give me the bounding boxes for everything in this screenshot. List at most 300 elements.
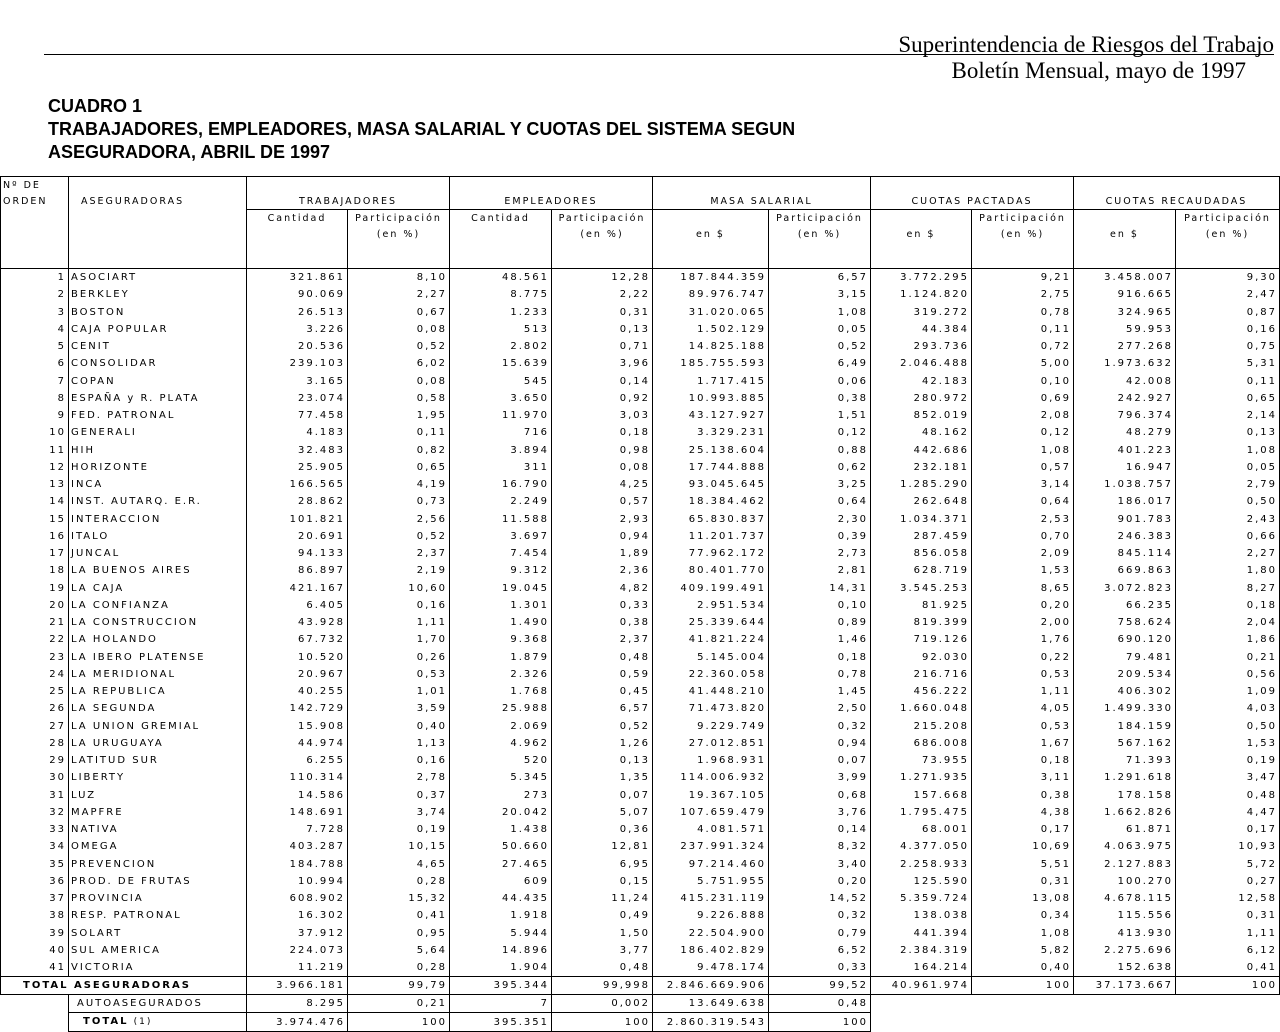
table-row: [1, 338, 1280, 355]
cuotas-recaudadas: 3.458.007: [1074, 269, 1176, 287]
empl-participacion: 0,07: [552, 787, 653, 804]
masa-salarial: 80.401.770: [653, 562, 769, 579]
insurer-name: MAPFRE: [69, 804, 247, 821]
order-number: 10: [1, 424, 69, 441]
order-number: 7: [1, 373, 69, 390]
trab-participacion: 4,19: [348, 476, 450, 493]
masa-participacion: 0,20: [769, 873, 871, 890]
insurer-name: LUZ: [69, 787, 247, 804]
trab-participacion: 15,32: [348, 890, 450, 907]
pactadas-participacion: 5,82: [972, 942, 1074, 959]
total-aseg-trab: 3.966.181: [247, 977, 348, 995]
empl-part-header: Participación: [552, 210, 653, 227]
recaudadas-participacion: 8,27: [1176, 580, 1280, 597]
pactadas-participacion: 0,22: [972, 649, 1074, 666]
insurer-name: LA SEGUNDA: [69, 700, 247, 717]
trab-cantidad-header: Cantidad: [247, 210, 348, 227]
empl-cantidad: 2.326: [450, 666, 552, 683]
trab-cantidad: 608.902: [247, 890, 348, 907]
col-aseguradoras: ASEGURADORAS: [69, 193, 247, 210]
table-row: [1, 407, 1280, 424]
insurer-name: LA UNION GREMIAL: [69, 718, 247, 735]
pactadas-participacion: 0,40: [972, 959, 1074, 977]
cuotas-pactadas: 73.955: [871, 752, 972, 769]
table-row: [1, 959, 1280, 977]
col-cuotas-pactadas: CUOTAS PACTADAS: [871, 193, 1074, 210]
auto-masa-pct: 0,48: [769, 995, 871, 1013]
total-aseg-rec: 37.173.667: [1074, 977, 1176, 995]
recaudadas-participacion: 10,93: [1176, 838, 1280, 855]
recaudadas-participacion: 1,80: [1176, 562, 1280, 579]
cuotas-recaudadas: 3.072.823: [1074, 580, 1176, 597]
table-row: [1, 321, 1280, 338]
trab-participacion: 1,95: [348, 407, 450, 424]
masa-participacion: 0,32: [769, 907, 871, 924]
empl-participacion: 0,49: [552, 907, 653, 924]
pactadas-participacion: 0,12: [972, 424, 1074, 441]
trab-cantidad: 3.226: [247, 321, 348, 338]
trab-cantidad: 20.967: [247, 666, 348, 683]
empl-participacion: 0,18: [552, 424, 653, 441]
order-number: 23: [1, 649, 69, 666]
order-number: 22: [1, 631, 69, 648]
insurer-name: FED. PATRONAL: [69, 407, 247, 424]
empl-cantidad: 8.775: [450, 286, 552, 303]
masa-participacion: 0,78: [769, 666, 871, 683]
cuotas-recaudadas: 48.279: [1074, 424, 1176, 441]
trab-cantidad: 77.458: [247, 407, 348, 424]
masa-salarial: 1.502.129: [653, 321, 769, 338]
masa-participacion: 2,73: [769, 545, 871, 562]
recaudadas-participacion: 0,65: [1176, 390, 1280, 407]
empl-participacion: 4,25: [552, 476, 653, 493]
pactadas-participacion: 3,14: [972, 476, 1074, 493]
table-row: [1, 718, 1280, 735]
total-aseg-empl: 395.344: [450, 977, 552, 995]
insurer-name: LA HOLANDO: [69, 631, 247, 648]
cuotas-recaudadas: 406.302: [1074, 683, 1176, 700]
cuotas-recaudadas: 1.038.757: [1074, 476, 1176, 493]
masa-participacion: 3,99: [769, 769, 871, 786]
recaudadas-participacion: 0,27: [1176, 873, 1280, 890]
order-number: 21: [1, 614, 69, 631]
pactadas-participacion: 0,18: [972, 752, 1074, 769]
table-row: [1, 907, 1280, 924]
empl-participacion: 1,26: [552, 735, 653, 752]
masa-salarial: 2.951.534: [653, 597, 769, 614]
empl-cantidad: 2.802: [450, 338, 552, 355]
cuotas-recaudadas: 115.556: [1074, 907, 1176, 924]
insurer-name: LA IBERO PLATENSE: [69, 649, 247, 666]
order-number: 18: [1, 562, 69, 579]
empl-participacion: 1,50: [552, 925, 653, 942]
trab-cantidad: 32.483: [247, 442, 348, 459]
trab-cantidad: 421.167: [247, 580, 348, 597]
empl-participacion: 0,92: [552, 390, 653, 407]
trab-participacion: 1,13: [348, 735, 450, 752]
masa-participacion: 0,79: [769, 925, 871, 942]
cuotas-pactadas: 3.545.253: [871, 580, 972, 597]
recaudadas-participacion: 0,16: [1176, 321, 1280, 338]
order-number: 25: [1, 683, 69, 700]
trab-cantidad: 94.133: [247, 545, 348, 562]
masa-participacion: 1,45: [769, 683, 871, 700]
cuotas-recaudadas: 42.008: [1074, 373, 1176, 390]
empl-cantidad: 609: [450, 873, 552, 890]
recaudadas-participacion: 0,66: [1176, 528, 1280, 545]
masa-pesos-unit: en $: [653, 226, 769, 242]
order-number: 11: [1, 442, 69, 459]
masa-salarial: 14.825.188: [653, 338, 769, 355]
masa-salarial: 65.830.837: [653, 511, 769, 528]
trab-cantidad: 6.255: [247, 752, 348, 769]
pactadas-participacion: 2,75: [972, 286, 1074, 303]
trab-participacion: 0,73: [348, 493, 450, 510]
order-number: 38: [1, 907, 69, 924]
masa-participacion: 2,81: [769, 562, 871, 579]
cuotas-recaudadas: 796.374: [1074, 407, 1176, 424]
table-row: [1, 890, 1280, 907]
masa-participacion: 0,64: [769, 493, 871, 510]
recaudadas-participacion: 9,30: [1176, 269, 1280, 287]
recaudadas-participacion: 12,58: [1176, 890, 1280, 907]
trab-participacion: 0,16: [348, 752, 450, 769]
table-row: [1, 476, 1280, 493]
masa-salarial: 237.991.324: [653, 838, 769, 855]
table-row: [1, 493, 1280, 510]
order-number: 35: [1, 856, 69, 873]
order-number: 20: [1, 597, 69, 614]
trab-cantidad: 90.069: [247, 286, 348, 303]
pactadas-participacion: 0,20: [972, 597, 1074, 614]
insurer-name: LA REPUBLICA: [69, 683, 247, 700]
trab-participacion: 0,28: [348, 959, 450, 977]
trab-participacion: 2,27: [348, 286, 450, 303]
trab-participacion: 2,78: [348, 769, 450, 786]
auto-masa: 13.649.638: [653, 995, 769, 1013]
recaudadas-participacion: 0,21: [1176, 649, 1280, 666]
grand-total-trab-pct: 100: [348, 1013, 450, 1032]
total-aseg-pact-pct: 100: [972, 977, 1074, 995]
order-number: 9: [1, 407, 69, 424]
masa-participacion: 0,38: [769, 390, 871, 407]
col-empleadores: EMPLEADORES: [450, 193, 653, 210]
empl-cantidad: 513: [450, 321, 552, 338]
table-row: [1, 597, 1280, 614]
table-row: [1, 735, 1280, 752]
insurer-name: SUL AMERICA: [69, 942, 247, 959]
masa-salarial: 9.226.888: [653, 907, 769, 924]
trab-participacion: 8,10: [348, 269, 450, 287]
col-order-bottom: ORDEN: [1, 193, 69, 210]
empl-participacion: 0,48: [552, 959, 653, 977]
order-number: 8: [1, 390, 69, 407]
empl-cantidad: 545: [450, 373, 552, 390]
empl-participacion: 2,22: [552, 286, 653, 303]
empl-participacion: 2,36: [552, 562, 653, 579]
col-trabajadores: TRABAJADORES: [247, 193, 450, 210]
organization-name: Superintendencia de Riesgos del Trabajo: [898, 32, 1274, 57]
cuotas-recaudadas: 916.665: [1074, 286, 1176, 303]
pactadas-participacion: 1,08: [972, 925, 1074, 942]
order-number: 6: [1, 355, 69, 372]
recaudadas-participacion: 1,86: [1176, 631, 1280, 648]
grand-total-note: (1): [133, 1017, 153, 1028]
pactadas-participacion: 1,08: [972, 442, 1074, 459]
table-row: [1, 614, 1280, 631]
masa-participacion: 2,50: [769, 700, 871, 717]
masa-salarial: 3.329.231: [653, 424, 769, 441]
table-row: [1, 286, 1280, 303]
trab-participacion: 0,28: [348, 873, 450, 890]
empl-cantidad: 9.312: [450, 562, 552, 579]
empl-cantidad: 1.918: [450, 907, 552, 924]
masa-participacion: 0,88: [769, 442, 871, 459]
pactadas-participacion: 2,09: [972, 545, 1074, 562]
empl-participacion: 0,33: [552, 597, 653, 614]
table-row: [1, 649, 1280, 666]
table-row: [1, 511, 1280, 528]
recaudadas-participacion: 0,05: [1176, 459, 1280, 476]
trab-participacion: 0,37: [348, 787, 450, 804]
trab-cantidad: 86.897: [247, 562, 348, 579]
trab-cantidad: 142.729: [247, 700, 348, 717]
empl-participacion: 0,08: [552, 459, 653, 476]
empl-participacion: 0,71: [552, 338, 653, 355]
trab-cantidad: 26.513: [247, 304, 348, 321]
trab-participacion: 0,53: [348, 666, 450, 683]
cuotas-pactadas: 442.686: [871, 442, 972, 459]
trab-cantidad: 15.908: [247, 718, 348, 735]
table-row: [1, 580, 1280, 597]
pact-pesos-unit: en $: [871, 226, 972, 242]
insurer-name: CONSOLIDAR: [69, 355, 247, 372]
trab-participacion: 0,52: [348, 528, 450, 545]
order-number: 17: [1, 545, 69, 562]
empl-participacion: 0,38: [552, 614, 653, 631]
masa-participacion: 3,40: [769, 856, 871, 873]
masa-salarial: 71.473.820: [653, 700, 769, 717]
insurer-name: ITALO: [69, 528, 247, 545]
insurer-name: HIH: [69, 442, 247, 459]
table-row: [1, 459, 1280, 476]
trab-cantidad: 6.405: [247, 597, 348, 614]
empl-cantidad: 5.345: [450, 769, 552, 786]
empl-cantidad: 3.697: [450, 528, 552, 545]
recaudadas-participacion: 0,50: [1176, 718, 1280, 735]
recaudadas-participacion: 0,41: [1176, 959, 1280, 977]
table-row: [1, 821, 1280, 838]
empl-cantidad: 14.896: [450, 942, 552, 959]
grand-total-text: TOTAL: [83, 1016, 129, 1028]
table-row: [1, 804, 1280, 821]
pactadas-participacion: 2,08: [972, 407, 1074, 424]
recaudadas-participacion: 5,31: [1176, 355, 1280, 372]
masa-participacion: 3,25: [769, 476, 871, 493]
recaudadas-participacion: 0,17: [1176, 821, 1280, 838]
cuotas-pactadas: 68.001: [871, 821, 972, 838]
col-masa-salarial: MASA SALARIAL: [653, 193, 871, 210]
masa-salarial: 31.020.065: [653, 304, 769, 321]
masa-participacion: 6,57: [769, 269, 871, 287]
masa-participacion: 14,52: [769, 890, 871, 907]
grand-total-masa: 2.860.319.543: [653, 1013, 769, 1032]
cuotas-recaudadas: 567.162: [1074, 735, 1176, 752]
table-row: [1, 545, 1280, 562]
table-row: [1, 390, 1280, 407]
cuotas-pactadas: 280.972: [871, 390, 972, 407]
empl-participacion: 0,59: [552, 666, 653, 683]
cuotas-pactadas: 852.019: [871, 407, 972, 424]
recaudadas-participacion: 0,31: [1176, 907, 1280, 924]
cuotas-recaudadas: 669.863: [1074, 562, 1176, 579]
empl-cantidad: 1.904: [450, 959, 552, 977]
masa-participacion: 0,33: [769, 959, 871, 977]
cuotas-recaudadas: 690.120: [1074, 631, 1176, 648]
cuotas-pactadas: 287.459: [871, 528, 972, 545]
table-title: TRABAJADORES, EMPLEADORES, MASA SALARIAL Y CUOTAS DEL SISTEMA SEGUN: [48, 119, 796, 139]
masa-salarial: 1.968.931: [653, 752, 769, 769]
empl-cantidad: 11.588: [450, 511, 552, 528]
cuotas-recaudadas: 186.017: [1074, 493, 1176, 510]
masa-salarial: 25.339.644: [653, 614, 769, 631]
masa-participacion: 6,52: [769, 942, 871, 959]
empl-cantidad: 1.768: [450, 683, 552, 700]
trab-cantidad: 11.219: [247, 959, 348, 977]
header-rule: [44, 54, 1274, 55]
insurer-name: CENIT: [69, 338, 247, 355]
insurer-name: LIBERTY: [69, 769, 247, 786]
cuotas-pactadas: 157.668: [871, 787, 972, 804]
empl-cantidad: 16.790: [450, 476, 552, 493]
pactadas-participacion: 0,78: [972, 304, 1074, 321]
masa-participacion: 0,89: [769, 614, 871, 631]
recaudadas-participacion: 2,47: [1176, 286, 1280, 303]
order-number: 41: [1, 959, 69, 977]
cuotas-pactadas: 819.399: [871, 614, 972, 631]
masa-participacion: 0,52: [769, 338, 871, 355]
order-number: 19: [1, 580, 69, 597]
total-aseg-trab-pct: 99,79: [348, 977, 450, 995]
trab-cantidad: 3.165: [247, 373, 348, 390]
recaudadas-participacion: 1,09: [1176, 683, 1280, 700]
masa-salarial: 11.201.737: [653, 528, 769, 545]
trab-participacion: 0,26: [348, 649, 450, 666]
order-number: 33: [1, 821, 69, 838]
empl-participacion: 1,89: [552, 545, 653, 562]
recaudadas-participacion: 2,14: [1176, 407, 1280, 424]
pactadas-participacion: 0,64: [972, 493, 1074, 510]
trab-cantidad: 67.732: [247, 631, 348, 648]
order-number: 36: [1, 873, 69, 890]
recaudadas-participacion: 0,75: [1176, 338, 1280, 355]
insurer-name: GENERALI: [69, 424, 247, 441]
cuotas-pactadas: 2.258.933: [871, 856, 972, 873]
table-row: [1, 562, 1280, 579]
recaudadas-participacion: 2,04: [1176, 614, 1280, 631]
table-row: [1, 856, 1280, 873]
masa-participacion: 1,08: [769, 304, 871, 321]
total-aseg-rec-pct: 100: [1176, 977, 1280, 995]
order-number: 29: [1, 752, 69, 769]
masa-salarial: 25.138.604: [653, 442, 769, 459]
recaudadas-participacion: 0,19: [1176, 752, 1280, 769]
pactadas-participacion: 2,00: [972, 614, 1074, 631]
empl-cantidad: 716: [450, 424, 552, 441]
masa-participacion: 0,12: [769, 424, 871, 441]
trab-cantidad: 321.861: [247, 269, 348, 287]
autoasegurados-label: AUTOASEGURADOS: [69, 995, 247, 1013]
cuotas-pactadas: 719.126: [871, 631, 972, 648]
masa-salarial: 1.717.415: [653, 373, 769, 390]
insurer-name: ESPAÑA y R. PLATA: [69, 390, 247, 407]
cuotas-pactadas: 48.162: [871, 424, 972, 441]
cuotas-pactadas: 3.772.295: [871, 269, 972, 287]
table-row: [1, 269, 1280, 287]
table-subtitle: ASEGURADORA, ABRIL DE 1997: [48, 142, 331, 162]
trab-participacion: 0,08: [348, 321, 450, 338]
recaudadas-participacion: 2,79: [1176, 476, 1280, 493]
masa-salarial: 22.504.900: [653, 925, 769, 942]
trab-cantidad: 28.862: [247, 493, 348, 510]
pactadas-participacion: 0,70: [972, 528, 1074, 545]
insurer-name: CAJA POPULAR: [69, 321, 247, 338]
empl-cantidad: 3.894: [450, 442, 552, 459]
empl-participacion: 1,35: [552, 769, 653, 786]
insurer-name: LA CAJA: [69, 580, 247, 597]
pactadas-participacion: 0,72: [972, 338, 1074, 355]
table-row: [1, 424, 1280, 441]
auto-empl-pct: 0,002: [552, 995, 653, 1013]
trab-participacion: 0,95: [348, 925, 450, 942]
insurer-name: INCA: [69, 476, 247, 493]
cuotas-recaudadas: 152.638: [1074, 959, 1176, 977]
pactadas-participacion: 2,53: [972, 511, 1074, 528]
pactadas-participacion: 1,11: [972, 683, 1074, 700]
trab-participacion: 0,58: [348, 390, 450, 407]
insurer-name: PREVENCION: [69, 856, 247, 873]
cuotas-pactadas: 2.046.488: [871, 355, 972, 372]
table-row: [1, 442, 1280, 459]
empl-cantidad: 5.944: [450, 925, 552, 942]
order-number: 37: [1, 890, 69, 907]
empl-cantidad: 20.042: [450, 804, 552, 821]
rec-pesos-unit: en $: [1074, 226, 1176, 242]
insurer-name: LA BUENOS AIRES: [69, 562, 247, 579]
cuotas-recaudadas: 79.481: [1074, 649, 1176, 666]
masa-salarial: 93.045.645: [653, 476, 769, 493]
trab-participacion: 0,67: [348, 304, 450, 321]
empl-participacion: 11,24: [552, 890, 653, 907]
empl-participacion: 0,31: [552, 304, 653, 321]
table-body: [1, 269, 1280, 977]
trab-participacion: 0,11: [348, 424, 450, 441]
cuotas-recaudadas: 324.965: [1074, 304, 1176, 321]
empl-cantidad: 273: [450, 787, 552, 804]
pactadas-participacion: 1,67: [972, 735, 1074, 752]
cuotas-pactadas: 1.795.475: [871, 804, 972, 821]
insurer-name: NATIVA: [69, 821, 247, 838]
trab-participacion: 1,01: [348, 683, 450, 700]
cuotas-recaudadas: 61.871: [1074, 821, 1176, 838]
trab-cantidad: 239.103: [247, 355, 348, 372]
recaudadas-participacion: 0,50: [1176, 493, 1280, 510]
cuotas-recaudadas: 59.953: [1074, 321, 1176, 338]
empl-participacion: 2,93: [552, 511, 653, 528]
pactadas-participacion: 4,05: [972, 700, 1074, 717]
empl-cantidad: 11.970: [450, 407, 552, 424]
insurer-name: LA CONFIANZA: [69, 597, 247, 614]
